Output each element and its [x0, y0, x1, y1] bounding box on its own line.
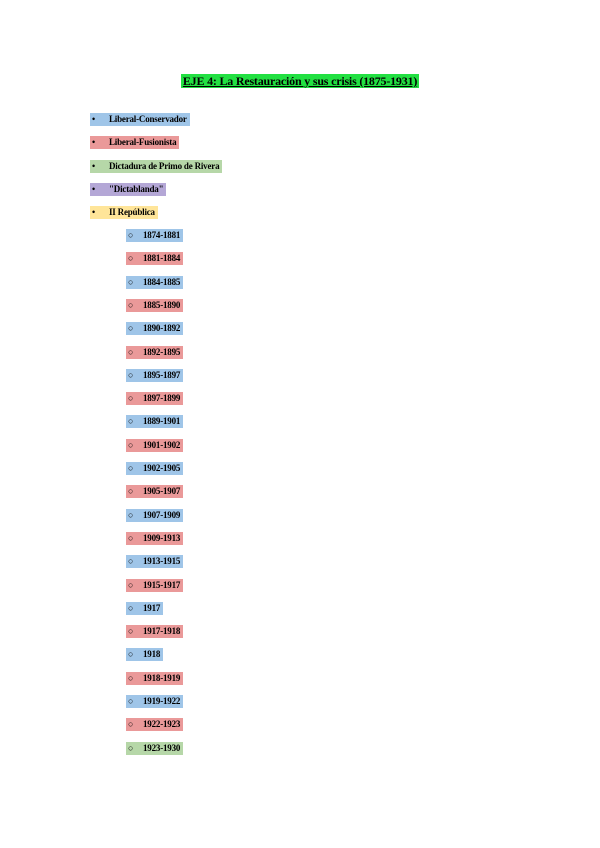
hollow-bullet-icon: ○: [128, 439, 134, 450]
legend-item: [90, 136, 179, 149]
period-label: 1889-1901: [143, 416, 181, 427]
period-item: [126, 695, 183, 708]
period-label: 1919-1922: [143, 696, 181, 706]
period-label: 1917-1918: [143, 626, 181, 637]
title-wrapper: [0, 72, 600, 90]
period-label: 1881-1884: [143, 253, 181, 264]
bullet-icon: •: [92, 114, 95, 124]
period-item: [126, 439, 183, 452]
period-item: [126, 509, 183, 522]
period-item: [126, 415, 183, 428]
hollow-bullet-icon: ○: [128, 672, 134, 683]
hollow-bullet-icon: ○: [128, 323, 134, 334]
legend-label: Liberal-Conservador: [109, 114, 187, 124]
legend-label: Dictadura de Primo de Rivera: [109, 160, 220, 171]
legend-item: [90, 206, 158, 219]
period-item: [126, 299, 183, 312]
period-label: 1905-1907: [143, 486, 181, 497]
hollow-bullet-icon: ○: [128, 719, 134, 730]
legend-label: "Dictablanda": [109, 183, 164, 194]
hollow-bullet-icon: ○: [128, 696, 134, 706]
period-item: [126, 718, 183, 731]
period-item: [126, 532, 183, 545]
period-label: 1922-1923: [143, 719, 181, 730]
period-label: 1918-1919: [143, 672, 181, 683]
hollow-bullet-icon: ○: [128, 369, 134, 380]
period-item: [126, 322, 183, 335]
bullet-icon: •: [92, 207, 95, 218]
period-label: 1909-1913: [143, 532, 181, 543]
legend-item: [90, 113, 190, 126]
hollow-bullet-icon: ○: [128, 509, 134, 520]
legend-label: Liberal-Fusionista: [109, 137, 177, 148]
hollow-bullet-icon: ○: [128, 742, 134, 753]
period-label: 1902-1905: [143, 463, 181, 473]
bullet-icon: •: [92, 160, 95, 171]
period-label: 1915-1917: [143, 579, 181, 590]
period-item: [126, 346, 183, 359]
period-item: [126, 648, 163, 661]
period-label: 1874-1881: [143, 230, 181, 240]
period-label: 1923-1930: [143, 742, 181, 753]
period-label: 1907-1909: [143, 509, 181, 520]
hollow-bullet-icon: ○: [128, 556, 134, 567]
period-label: 1897-1899: [143, 393, 181, 404]
hollow-bullet-icon: ○: [128, 346, 134, 357]
period-label: 1885-1890: [143, 299, 181, 310]
hollow-bullet-icon: ○: [128, 626, 134, 637]
legend-item: [90, 160, 222, 173]
period-label: 1890-1892: [143, 323, 181, 334]
hollow-bullet-icon: ○: [128, 579, 134, 590]
period-item: [126, 369, 183, 382]
period-item: [126, 672, 183, 685]
period-label: 1901-1902: [143, 439, 181, 450]
period-item: [126, 392, 183, 405]
period-item: [126, 252, 183, 265]
period-label: 1895-1897: [143, 369, 181, 380]
period-item: [126, 742, 183, 755]
hollow-bullet-icon: ○: [128, 253, 134, 264]
hollow-bullet-icon: ○: [128, 602, 134, 613]
period-label: 1918: [143, 649, 161, 660]
legend-item: [90, 183, 166, 196]
hollow-bullet-icon: ○: [128, 486, 134, 497]
bullet-icon: •: [92, 137, 95, 148]
hollow-bullet-icon: ○: [128, 393, 134, 404]
document-title: EJE 4: La Restauración y sus crisis (1875-1931): [182, 74, 418, 88]
hollow-bullet-icon: ○: [128, 532, 134, 543]
period-item: [126, 555, 183, 568]
period-label: 1917: [143, 602, 161, 613]
period-item: [126, 276, 183, 289]
hollow-bullet-icon: ○: [128, 649, 134, 660]
period-item: [126, 579, 183, 592]
period-label: 1892-1895: [143, 346, 181, 357]
hollow-bullet-icon: ○: [128, 299, 134, 310]
hollow-bullet-icon: ○: [128, 276, 134, 287]
period-item: [126, 602, 163, 615]
legend-label: II República: [109, 207, 155, 218]
hollow-bullet-icon: ○: [128, 416, 134, 427]
hollow-bullet-icon: ○: [128, 463, 134, 473]
period-label: 1884-1885: [143, 276, 181, 287]
period-item: [126, 462, 183, 475]
bullet-icon: •: [92, 183, 95, 194]
period-item: [126, 229, 183, 242]
period-item: [126, 625, 183, 638]
hollow-bullet-icon: ○: [128, 230, 134, 240]
period-item: [126, 485, 183, 498]
period-label: 1913-1915: [143, 556, 181, 567]
